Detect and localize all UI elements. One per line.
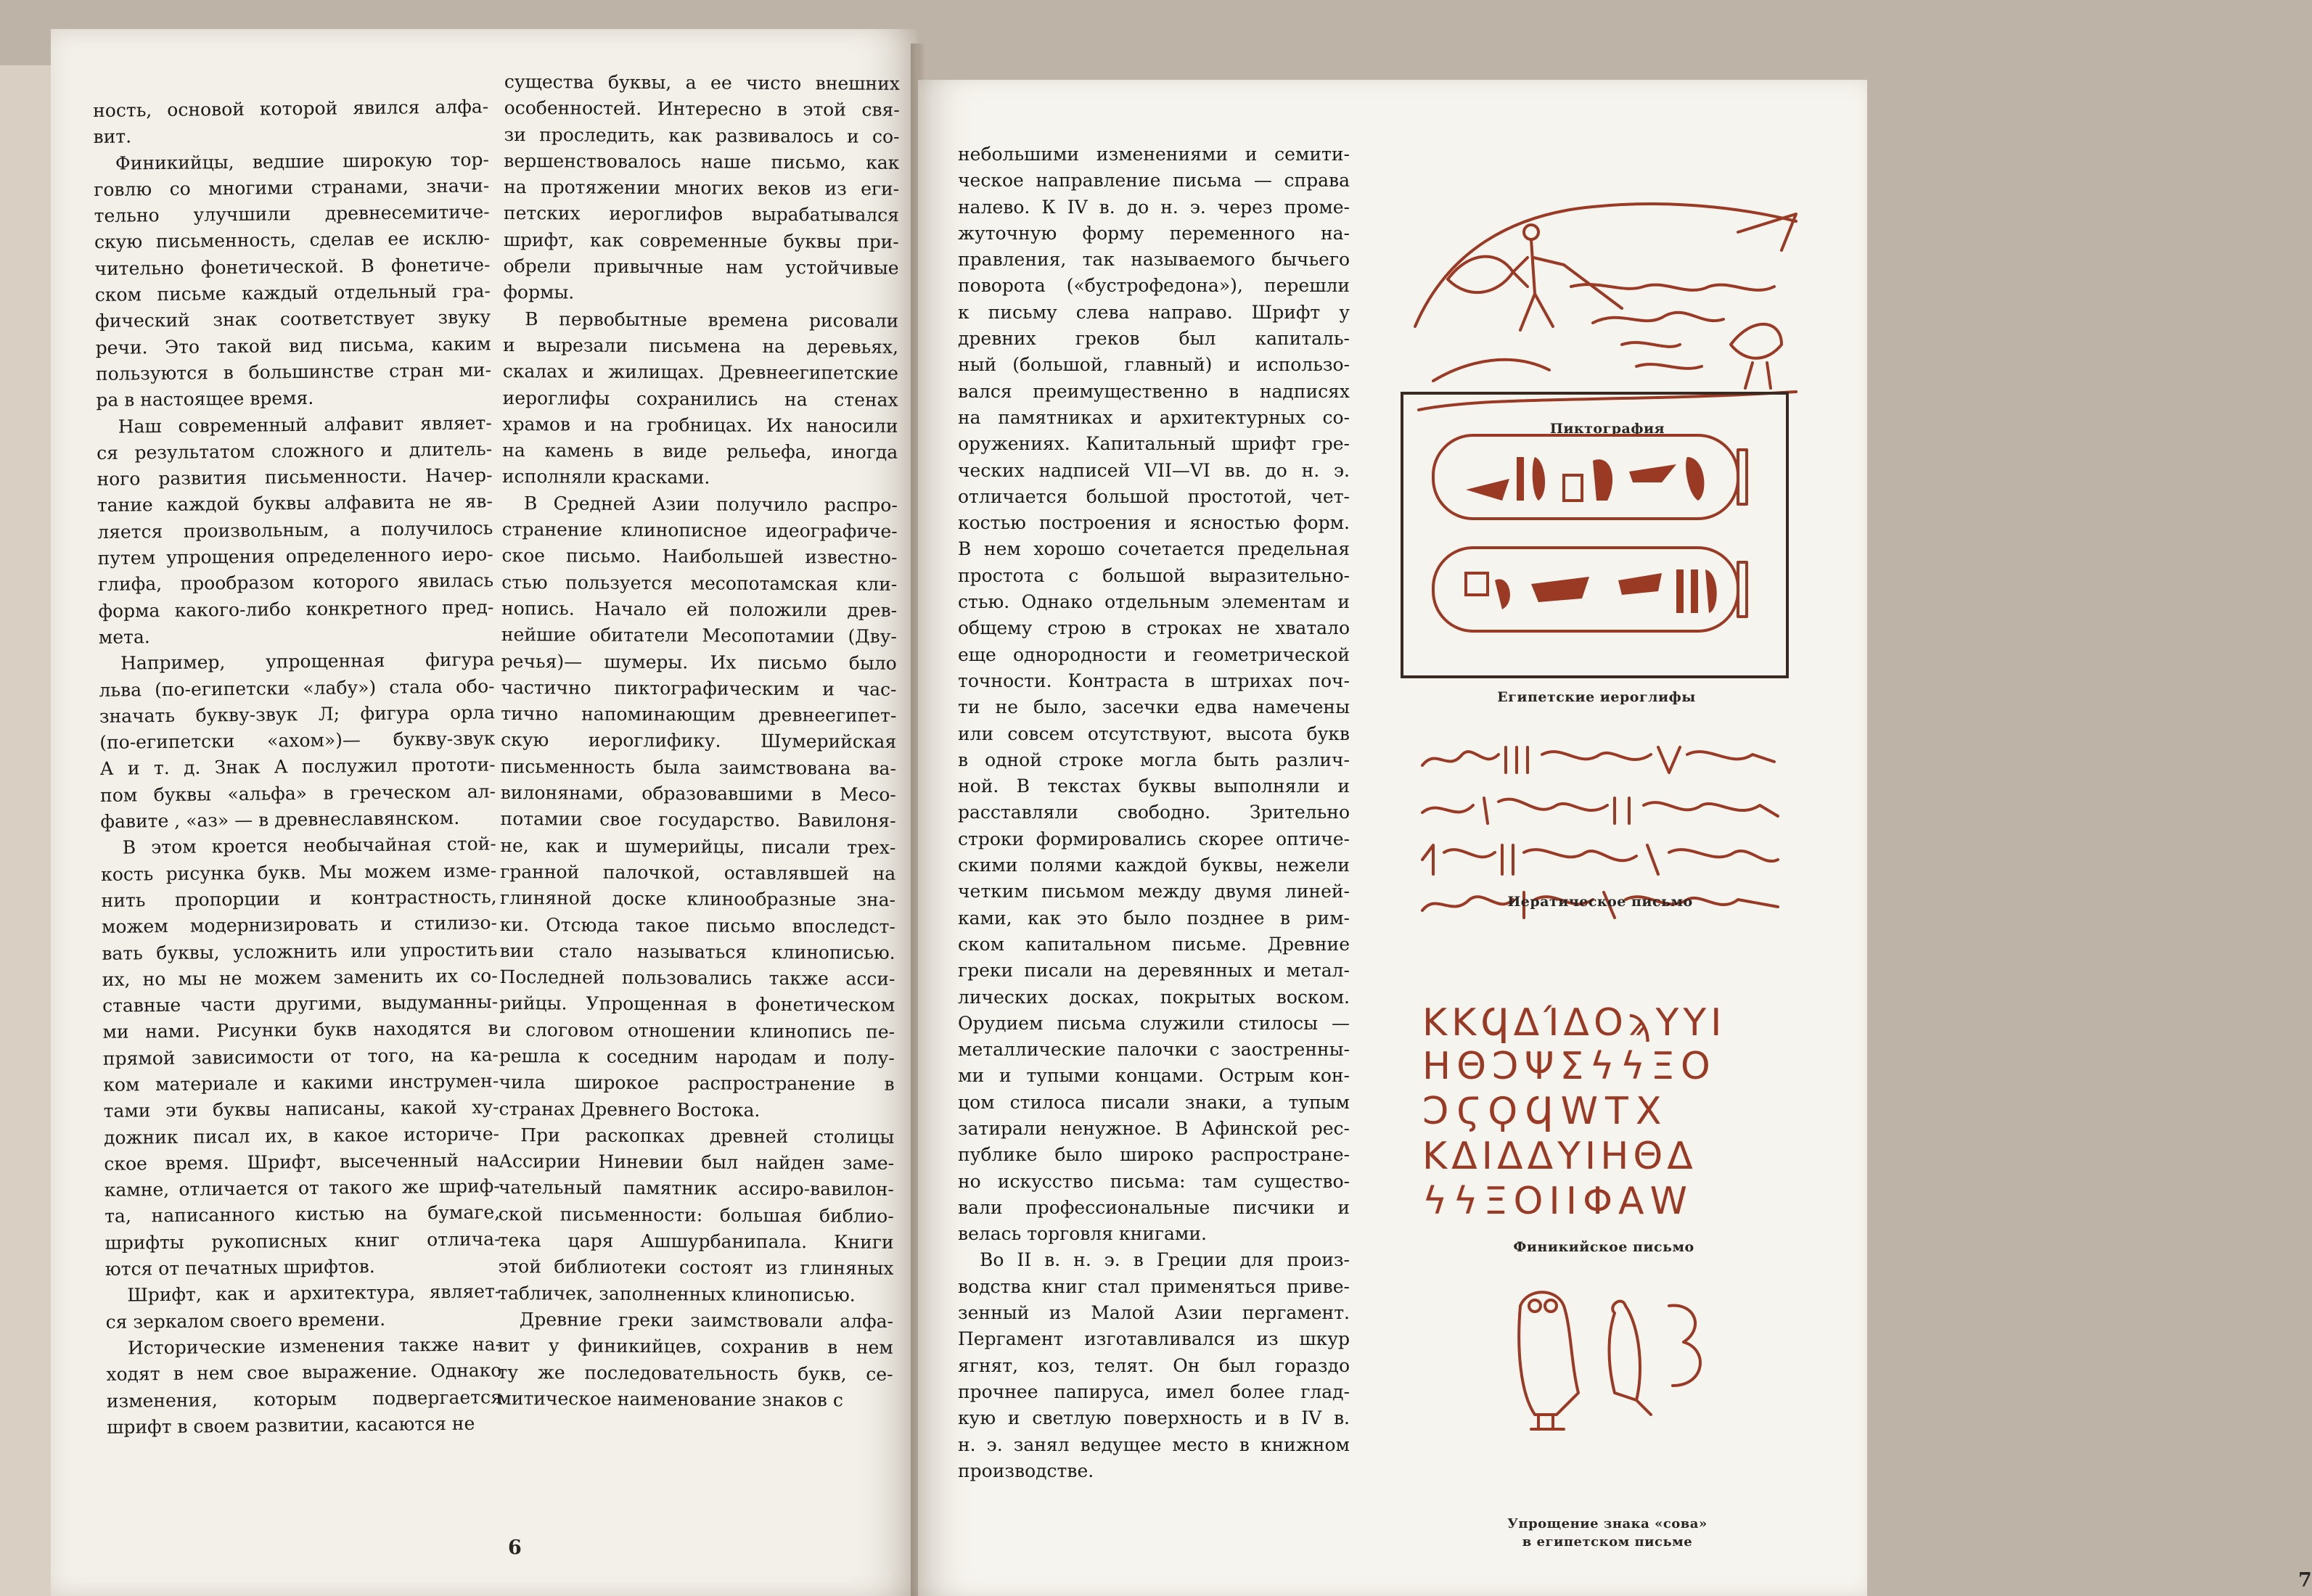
phoenician-row-1: ΚΚϤΔΊΔΟϡΥΥΙ	[1422, 1001, 1726, 1045]
text-line: формы.	[503, 281, 575, 303]
text-line: строки формировались скорее оптиче-	[958, 828, 1350, 850]
phoenician-row-3: ϽϚϘϤWΤΧ	[1422, 1090, 1669, 1133]
text-line: ческих надписей VII—VI вв. до н. э.	[958, 459, 1350, 481]
text-line: петских иероглифов вырабатывался	[503, 202, 900, 226]
text-line: и вырезали письмена на деревьях,	[502, 334, 899, 358]
text-line: небольшими изменениями и семити-	[958, 144, 1350, 165]
paragraph	[502, 306, 898, 493]
paragraph	[106, 1331, 502, 1441]
text-line: чила широкое распространение в	[499, 1071, 895, 1095]
text-line: шрифт в своем развитии, касаются не	[107, 1412, 475, 1438]
text-line: ческое направление письма — справа	[958, 170, 1350, 192]
text-line: кую и светлую поверхность и в IV в.	[958, 1407, 1350, 1429]
text-line: ском капитальном письме. Древние	[958, 933, 1350, 955]
owl-caption-line-1: Упрощение знака «сова»	[1507, 1516, 1708, 1531]
text-line: на протяжении многих веков из еги-	[504, 176, 900, 200]
text-line: нопись. Начало ей положили древ-	[501, 597, 898, 621]
text-line: Во II в. н. э. в Греции для произ-	[980, 1249, 1350, 1271]
text-line: оружениях. Капитальный шрифт гре-	[958, 433, 1350, 455]
right-page	[918, 80, 2312, 1596]
text-line: храмов и на гробницах. Их наносили	[502, 413, 898, 437]
text-line: дожник писал их, в какое историче-	[103, 1122, 500, 1148]
paragraph	[503, 69, 900, 308]
text-line: поворота («бустрофедона»), перешли	[958, 275, 1350, 297]
text-line: греки писали на деревянных и метал-	[958, 960, 1350, 982]
text-line: цом стилоса писали знаки, а тупым	[958, 1091, 1350, 1113]
text-line: публике было широко распростране-	[958, 1144, 1350, 1166]
text-line: ходят в нем свое выражение. Однако	[106, 1360, 502, 1386]
text-line: нить пропорции и контрастность,	[101, 886, 497, 911]
hieratic-figure	[1419, 733, 1782, 950]
phoenician-caption: Финикийское письмо	[1513, 1239, 1694, 1255]
text-line: их, но мы не можем заменить их со-	[102, 965, 498, 990]
text-line: пом буквы «альфа» в греческом ал-	[99, 780, 496, 806]
text-line: исполняли красками.	[501, 466, 710, 488]
text-line: табличек, заполненных клинописью.	[498, 1282, 856, 1306]
text-line: отличается большой простотой, чет-	[958, 485, 1350, 507]
text-line: А и т. д. Знак А послужил прототи-	[99, 754, 496, 780]
left-page	[51, 29, 918, 1596]
text-line: вали профессиональные писчики и	[958, 1196, 1350, 1218]
text-line: странение клинописное идеографиче-	[501, 519, 898, 542]
text-line: или совсем отсутствуют, высота букв	[958, 723, 1350, 744]
text-line: Пергамент изготавливался из шкур	[958, 1328, 1350, 1350]
left-page-column-2	[497, 69, 900, 1414]
text-line: водства книг стал применяться приве-	[958, 1275, 1350, 1297]
text-line: льва (по-египетски «лабу») стала обо-	[99, 675, 495, 701]
page-number-7: 7	[2298, 1569, 2312, 1592]
text-line: вит у финикийцев, сохранив в нем	[497, 1335, 893, 1359]
text-line: жуточную форму переменного на-	[958, 222, 1350, 244]
text-line: та, написанного кистью на бумаге,	[104, 1201, 501, 1227]
text-line: кость рисунка букв. Мы можем изме-	[101, 859, 497, 885]
pictography-figure	[1404, 163, 1811, 437]
text-line: расставляли свободно. Зрительно	[958, 802, 1350, 823]
paragraph	[499, 490, 898, 1124]
text-line: вит.	[93, 126, 132, 148]
text-line: ками, как это было позднее в рим-	[958, 907, 1350, 929]
text-line: вершенствовалось наше письмо, как	[504, 149, 900, 173]
text-line: вать буквы, усложнить или упростить	[102, 938, 498, 964]
hieroglyphs-caption: Египетские иероглифы	[1497, 689, 1696, 705]
text-line: металлические палочки с заостренны-	[958, 1039, 1350, 1061]
text-line: ся зеркалом своего времени.	[105, 1308, 386, 1333]
page-number-6: 6	[508, 1537, 522, 1559]
paragraph	[94, 147, 492, 414]
text-line: чительно фонетической. В фонетиче-	[94, 254, 491, 279]
pictography-caption: Пиктография	[1549, 421, 1665, 437]
paragraph	[97, 410, 494, 651]
text-line: ный (большой, главный) и использо-	[958, 354, 1350, 376]
owl-sign-drawing	[1499, 1284, 1716, 1436]
text-line: Последней пользовались также асси-	[499, 966, 895, 990]
text-line: гранной палочкой, оставлявшей на	[500, 860, 896, 884]
text-line: скими полями каждой буквы, нежели	[958, 855, 1350, 876]
text-line: прямой зависимости от того, на ка-	[102, 1043, 499, 1069]
text-line: ское время. Шрифт, высеченный на	[104, 1149, 500, 1175]
text-line: правления, так называемого бычьего	[958, 249, 1350, 271]
text-line: ставные части другими, выдуманны-	[102, 991, 499, 1017]
text-line: В нем хорошо сочетается предельная	[958, 538, 1350, 560]
text-line: костью построения и ясностью форм.	[958, 512, 1350, 534]
text-line: вии стало называться клинописью.	[499, 939, 895, 963]
paragraph	[93, 94, 489, 150]
text-line: н. э. занял ведущее место в книжном	[958, 1433, 1350, 1455]
text-line: ся результатом сложного и длитель-	[96, 438, 493, 464]
text-line: форма какого-либо конкретного пред-	[98, 596, 494, 622]
paragraph	[99, 646, 496, 835]
text-line: производстве.	[958, 1460, 1094, 1481]
text-line: нейшие обитатели Месопотамии (Дву-	[501, 624, 897, 648]
text-line: прочнее папируса, имел более глад-	[958, 1381, 1350, 1402]
text-line: налево. К IV в. до н. э. через проме-	[958, 196, 1350, 218]
text-line: но искусство письма: там существо-	[958, 1170, 1350, 1192]
text-line: скую письменность, сделав ее исклю-	[94, 227, 491, 253]
paragraph	[958, 1247, 1350, 1484]
text-line: В этом кроется необычайная стой-	[122, 833, 496, 858]
previous-page-edge	[0, 65, 53, 1596]
text-line: путем упрощения определенного иеро-	[97, 543, 493, 569]
owl-figure	[1455, 1277, 1760, 1550]
text-line: простота с большой выразительно-	[958, 564, 1350, 586]
text-line: ного развития письменности. Начер-	[97, 464, 493, 490]
text-line: глифа, прообразом которого явилась	[97, 569, 494, 596]
text-line: четким письмом между двумя линей-	[958, 881, 1350, 902]
text-line: чательный памятник ассиро-вавилон-	[498, 1177, 894, 1201]
text-line: еще однородности и геометрической	[958, 643, 1350, 665]
text-line: тека царя Ашшурбанипала. Книги	[498, 1230, 894, 1253]
text-line: Исторические изменения также на-	[127, 1333, 502, 1359]
text-line: ки. Отсюда такое письмо впоследст-	[499, 913, 895, 937]
text-line: стью пользуется месопотамская кли-	[501, 571, 898, 595]
text-line: скую иероглифику. Шумерийская	[501, 729, 897, 753]
text-line: мета.	[98, 626, 150, 648]
text-line: странах Древнего Востока.	[499, 1098, 761, 1121]
text-line: Наш современный алфавит являет-	[118, 411, 492, 437]
text-line: ются от печатных шрифтов.	[104, 1256, 375, 1280]
text-line: В первобытные времена рисовали	[525, 308, 899, 332]
left-page-column-1	[93, 94, 502, 1441]
text-line: ту же последовательность букв, се-	[497, 1361, 893, 1385]
text-line: иероглифы сохранились на стенах	[502, 387, 898, 411]
text-line: затирали ненужное. В Афинской рес-	[958, 1117, 1350, 1139]
paragraph	[101, 831, 501, 1283]
text-line: Финикийцы, ведшие широкую тор-	[115, 148, 490, 174]
text-line: ми и тупыми концами. Острым кон-	[958, 1065, 1350, 1087]
text-line: ской письменности: большая библио-	[498, 1203, 894, 1227]
text-line: тание каждой буквы алфавита не яв-	[97, 490, 493, 517]
hieratic-caption: Иератическое письмо	[1507, 894, 1693, 910]
text-line: зи проследить, как развивалось и со-	[504, 123, 900, 147]
text-line: В Средней Азии получило распро-	[523, 492, 898, 516]
text-line: шрифты рукописных книг отлича-	[104, 1227, 501, 1254]
text-line: обрели привычные нам устойчивые	[503, 255, 899, 279]
phoenician-row-4: ΚΔΙΔΔΥΙΗΘΔ	[1422, 1135, 1697, 1178]
text-line: Шрифт, как и архитектура, являет-	[127, 1280, 501, 1306]
paragraph	[958, 141, 1350, 1247]
text-line: пользуются в большинстве стран ми-	[95, 359, 492, 384]
text-line: шрифт, как современные буквы при-	[503, 229, 899, 252]
text-line: речья)— шумеры. Их письмо было	[501, 650, 897, 674]
text-line: камне, отличается от такого же шриф-	[104, 1175, 500, 1201]
text-line: вилонянами, образовавшими в Месо-	[500, 782, 896, 805]
text-line: фавите , «аз» — в древнеславянском.	[100, 807, 460, 832]
text-line: велась торговля книгами.	[958, 1223, 1207, 1245]
text-line: значать букву-звук Л; фигура орла	[99, 702, 496, 727]
text-line: При раскопках древней столицы	[520, 1124, 895, 1148]
text-line: в одной строке могла быть различ-	[958, 749, 1350, 770]
text-line: можем модернизировать и стилизо-	[101, 912, 498, 938]
paragraph	[105, 1279, 501, 1336]
text-line: общему строю в строках не хватало	[958, 617, 1350, 639]
text-line: на памятниках и архитектурных со-	[958, 406, 1350, 428]
text-line: потамии свое государство. Вавилоня-	[500, 808, 896, 832]
text-line: тами эти буквы написаны, какой ху-	[103, 1096, 499, 1122]
text-line: частично пиктографическим и час-	[501, 676, 897, 700]
text-line: тельно улучшили древнесемитиче-	[94, 201, 490, 227]
text-line: говлю со многими странами, значи-	[94, 175, 490, 200]
text-line: изменения, которым подвергается	[106, 1386, 502, 1412]
text-line: Орудием письма служили стилосы —	[958, 1012, 1350, 1034]
text-line: этой библиотеки состоят из глиняных	[498, 1256, 894, 1280]
text-line: Древние греки заимствовали алфа-	[519, 1309, 894, 1332]
text-line: ком материале и какими инструмен-	[103, 1070, 499, 1095]
text-line: на камень в виде рельефа, иногда	[502, 440, 898, 464]
owl-caption-line-2: в египетском письме	[1522, 1534, 1693, 1550]
text-line: тично напоминающим древнеегипет-	[501, 703, 897, 726]
text-line: ти не было, засечки едва намечены	[958, 696, 1350, 718]
text-line: ми нами. Рисунки букв находятся в	[102, 1017, 499, 1043]
text-line: решла к соседним народам и полу-	[499, 1045, 895, 1069]
text-line: вался преимущественно в надписях	[958, 380, 1350, 402]
text-line: древних греков был капиталь-	[958, 328, 1350, 350]
text-line: точности. Контраста в штрихах поч-	[958, 670, 1350, 691]
phoenician-row-2: ΗΘϽΨΣϟϟΞΟ	[1422, 1045, 1716, 1088]
text-line: стью. Однако отдельным элементам и	[958, 591, 1350, 613]
phoenician-row-5: ϟϟΞΟΙΙΦΑW	[1422, 1180, 1693, 1223]
text-line: фический знак соответствует звуку	[95, 306, 491, 332]
text-line: ляется произвольным, а получилось	[97, 517, 493, 543]
text-line: зенный из Малой Азии пергамент.	[958, 1302, 1350, 1324]
text-line: письменность была заимствована ва-	[500, 755, 897, 779]
text-line: ском письме каждый отдельный гра-	[94, 280, 491, 306]
text-line: скалах и жилищах. Древнеегипетские	[502, 361, 898, 384]
text-line: и слоговом отношении клинопись пе-	[499, 1019, 895, 1042]
text-line: Например, упрощенная фигура	[120, 649, 495, 674]
text-line: существа буквы, а ее чисто внешних	[504, 70, 900, 94]
text-line: (по-египетски «ахом»)— букву-звук	[99, 728, 496, 754]
text-line: ское письмо. Наибольшей известно-	[501, 545, 898, 569]
text-line: митическое наименование знаков с	[497, 1387, 843, 1411]
text-line: не, как и шумерийцы, писали трех-	[500, 834, 896, 858]
text-line: особенностей. Интересно в этой свя-	[504, 97, 900, 121]
right-page-column	[958, 141, 1350, 1484]
cartouches-drawing	[1401, 392, 1792, 682]
hieroglyphs-figure	[1401, 392, 1792, 705]
text-line: лических досках, покрытых воском.	[958, 986, 1350, 1008]
text-line: Ассирии Ниневии был найден заме-	[499, 1151, 895, 1175]
pictography-drawing	[1404, 163, 1811, 424]
text-line: ра в настоящее время.	[96, 387, 314, 411]
text-line: речи. Это такой вид письма, каким	[95, 332, 491, 358]
paragraph	[498, 1122, 894, 1309]
paragraph	[497, 1307, 893, 1414]
text-line: глиняной доске клинообразные зна-	[499, 887, 896, 911]
text-line: к письму слева направо. Шрифт у	[958, 301, 1350, 323]
text-line: ность, основой которой явился алфа-	[93, 96, 489, 121]
text-line: ягнят, коз, телят. Он был гораздо	[958, 1354, 1350, 1376]
phoenician-figure	[1422, 1001, 1785, 1306]
text-line: ной. В текстах буквы выполняли и	[958, 776, 1350, 797]
text-line: рийцы. Упрощенная в фонетическом	[499, 992, 895, 1016]
